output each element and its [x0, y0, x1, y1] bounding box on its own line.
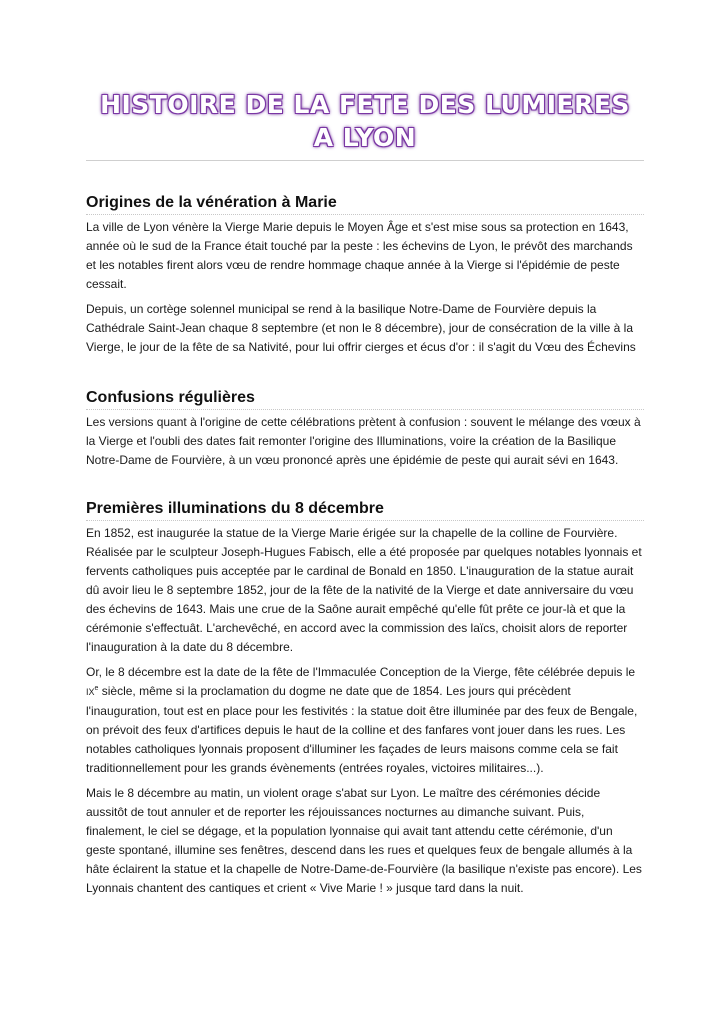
section-premieres-illuminations [86, 500, 644, 898]
century-numeral: IX [86, 687, 95, 697]
paragraph: Mais le 8 décembre au matin, un violent orage s'abat sur Lyon. Le maître des cérémonies décide aussitôt de tout annuler et de reporter les réjouissances nocturnes au dimanche suivant. Puis, finalement, le ciel se dégage, et la population lyonnaise qui avait tant attendu cette cérémonie, d'un geste spontané, illumine ses fenêtres, descend dans les rues et quelques feux de bengale allumés à la hâte éclairent la statue et la chapelle de Notre-Dame-de-Fourvière (la basilique n'existe pas encore). Les Lyonnais chantent des cantiques et crient « Vive Marie ! » jusque tard dans la nuit. [86, 786, 642, 895]
text-run: siècle, même si la proclamation du dogme ne date que de 1854. Les jours qui précèdent l'inauguration, tout est en place pour les festivités : la statue doit être illuminée par des feux de Bengale, on prévoit des feux d'artifices depuis le haut de la colline et des fanfares vont jouer dans les rues. Les notables catholiques lyonnais proposent d'illuminer les façades de leurs maisons comme cela se fait traditionnellement pour les grands évènements (entrées royales, victoires militaires...). [86, 684, 638, 775]
document-title: HISTOIRE DE LA FETE DES LUMIERES A LYON [86, 88, 644, 161]
document-page [86, 88, 644, 904]
paragraph-immaculee [86, 663, 644, 778]
section-heading: Premières illuminations du 8 décembre [86, 500, 644, 521]
section-confusions [86, 389, 644, 470]
century-superscript: e [94, 685, 99, 692]
text-run: Or, le 8 décembre est la date de la fête de l'Immaculée Conception de la Vierge, fête célébrée depuis le [86, 665, 636, 679]
section-heading: Origines de la vénération à Marie [86, 194, 644, 215]
paragraph: Depuis, un cortège solennel municipal se rend à la basilique Notre-Dame de Fourvière depuis la Cathédrale Saint-Jean chaque 8 septembre (et non le 8 décembre), jour de consécration de la ville à la Vierge, le jour de la fête de sa Nativité, pour lui offrir cierges et écus d'or : il s'agit du Vœu des Échevins [86, 302, 636, 354]
paragraph: Les versions quant à l'origine de cette célébrations prètent à confusion : souvent le mélange des vœux à la Vierge et l'oubli des dates fait remonter l'origine des Illuminations, voire la création de la Basilique Notre-Dame de Fourvière, à un vœu prononcé après une épidémie de peste qui aurait sévi en 1643. [86, 415, 641, 467]
section-heading: Confusions régulières [86, 389, 644, 410]
section-origines [86, 194, 644, 357]
paragraph: La ville de Lyon vénère la Vierge Marie depuis le Moyen Âge et s'est mise sous sa protection en 1643, année où le sud de la France était touché par la peste : les échevins de Lyon, le prévôt des marchands et les notables firent alors vœu de rendre hommage chaque année à la Vierge si l'épidémie de peste cessait. [86, 220, 633, 291]
paragraph: En 1852, est inaugurée la statue de la Vierge Marie érigée sur la chapelle de la colline de Fourvière. Réalisée par le sculpteur Joseph-Hugues Fabisch, elle a été proposée par quelques notables lyonnais et fervents catholiques puis acceptée par le cardinal de Bonald en 1850. L'inauguration de la statue aurait dû avoir lieu le 8 septembre 1852, jour de la fête de la nativité de la Vierge et date anniversaire du vœu des échevins de 1643. Mais une crue de la Saône aurait empêché qu'elle fût prête ce jour-là et que la cérémonie s'effectuât. L'archevêché, en accord avec la commission des laïcs, choisit alors de reporter l'inauguration à la date du 8 décembre. [86, 526, 642, 654]
